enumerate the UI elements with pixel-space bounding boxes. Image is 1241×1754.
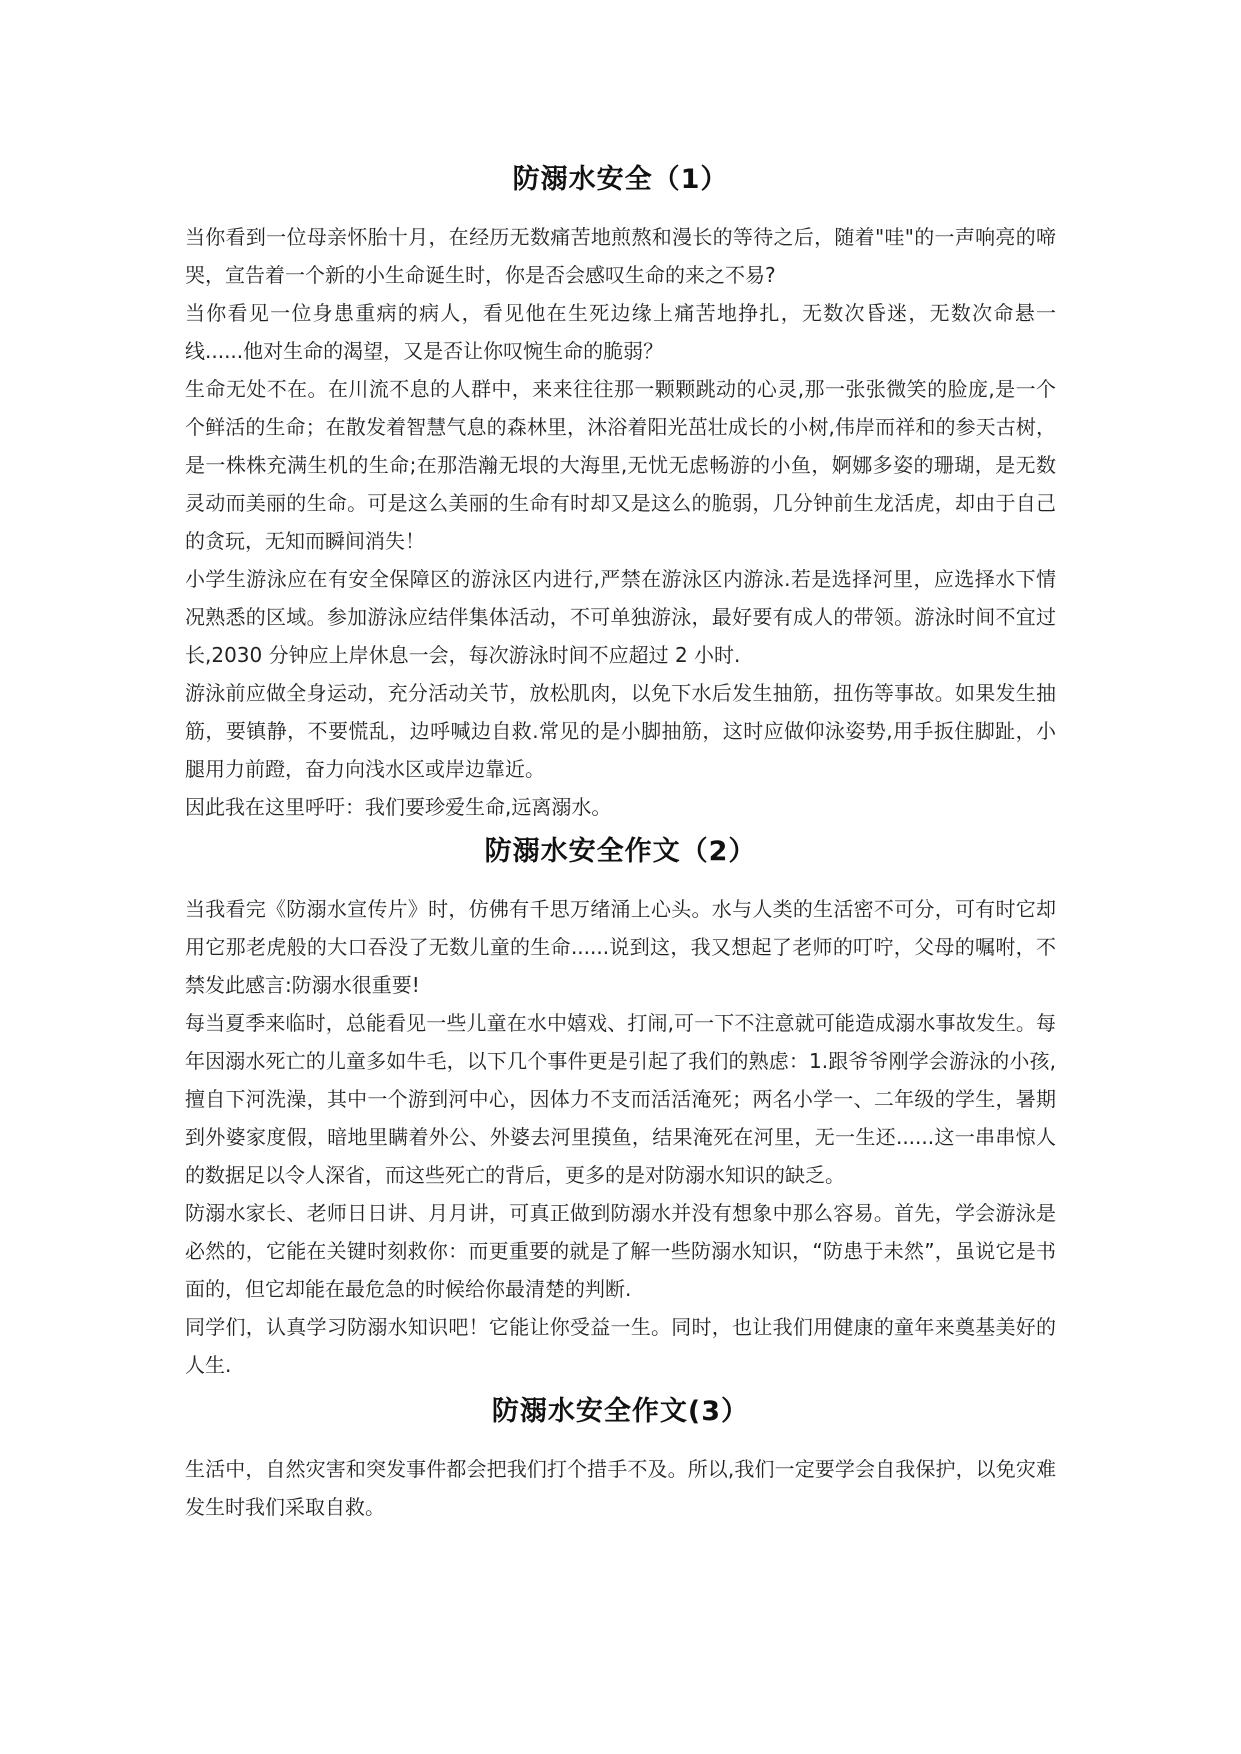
paragraph: 当我看完《防溺水宣传片》时，仿佛有千思万绪涌上心头。水与人类的生活密不可分，可有时它却用它那老虎般的大口吞没了无数儿童的生命......说到这，我又想起了老师的叮咛，父母的嘱咐，不禁发此感言:防溺水很重要! (185, 897, 1056, 997)
paragraph: 每当夏季来临时，总能看见一些儿童在水中嬉戏、打闹,可一下不注意就可能造成溺水事故发生。每年因溺水死亡的儿童多如牛毛，以下几个事件更是引起了我们的熟虑：1.跟爷爷刚学会游泳的小孩,擅自下河洗澡，其中一个游到河中心，因体力不支而活活淹死；两名小学一、二年级的学生，暑期到外婆家度假，暗地里瞒着外公、外婆去河里摸鱼，结果淹死在河里，无一生还......这一串串惊人的数据足以令人深省，而这些死亡的背后，更多的是对防溺水知识的缺乏。 (185, 1011, 1056, 1187)
paragraph: 同学们，认真学习防溺水知识吧！它能让你受益一生。同时，也让我们用健康的童年来奠基美好的人生. (185, 1315, 1056, 1377)
paragraph: 防溺水家长、老师日日讲、月月讲，可真正做到防溺水并没有想象中那么容易。首先，学会游泳是必然的，它能在关键时刻救你：而更重要的就是了解一些防溺水知识，“防患于未然”，虽说它是书面的，但它却能在最危急的时候给你最清楚的判断. (185, 1201, 1056, 1301)
section-title-1: 防溺水安全（1） (512, 164, 729, 195)
section-title-2: 防溺水安全作文（2） (484, 836, 757, 867)
section-title-3: 防溺水安全作文(3） (491, 1396, 750, 1427)
paragraph: 小学生游泳应在有安全保障区的游泳区内进行,严禁在游泳区内游泳.若是选择河里，应选择水下情况熟悉的区域。参加游泳应结伴集体活动，不可单独游泳，最好要有成人的带领。游泳时间不宜过长,2030 分钟应上岸休息一会，每次游泳时间不应超过 2 小时. (185, 567, 1056, 667)
paragraph: 当你看见一位身患重病的病人，看见他在生死边缘上痛苦地挣扎，无数次昏迷，无数次命悬一线......他对生命的渴望，又是否让你叹惋生命的脆弱？ (185, 301, 1056, 363)
paragraph: 游泳前应做全身运动，充分活动关节，放松肌肉，以免下水后发生抽筋，扭伤等事故。如果发生抽筋，要镇静，不要慌乱，边呼喊边自救.常见的是小脚抽筋，这时应做仰泳姿势,用手扳住脚趾，小腿用力前蹬，奋力向浅水区或岸边靠近。 (185, 681, 1056, 781)
paragraph: 当你看到一位母亲怀胎十月，在经历无数痛苦地煎熬和漫长的等待之后，随着"哇"的一声响亮的啼哭，宣告着一个新的小生命诞生时，你是否会感叹生命的来之不易? (185, 225, 1056, 287)
paragraph: 生命无处不在。在川流不息的人群中，来来往往那一颗颗跳动的心灵,那一张张微笑的脸庞,是一个个鲜活的生命；在散发着智慧气息的森林里，沐浴着阳光茁壮成长的小树,伟岸而祥和的参天古树，是一株株充满生机的生命;在那浩瀚无垠的大海里,无忧无虑畅游的小鱼，婀娜多姿的珊瑚，是无数灵动而美丽的生命。可是这么美丽的生命有时却又是这么的脆弱，几分钟前生龙活虎，却由于自己的贪玩，无知而瞬间消失！ (185, 377, 1056, 553)
paragraph: 因此我在这里呼吁：我们要珍爱生命,远离溺水。 (185, 795, 612, 819)
paragraph: 生活中，自然灾害和突发事件都会把我们打个措手不及。所以,我们一定要学会自我保护，以免灾难发生时我们采取自救。 (185, 1457, 1056, 1519)
